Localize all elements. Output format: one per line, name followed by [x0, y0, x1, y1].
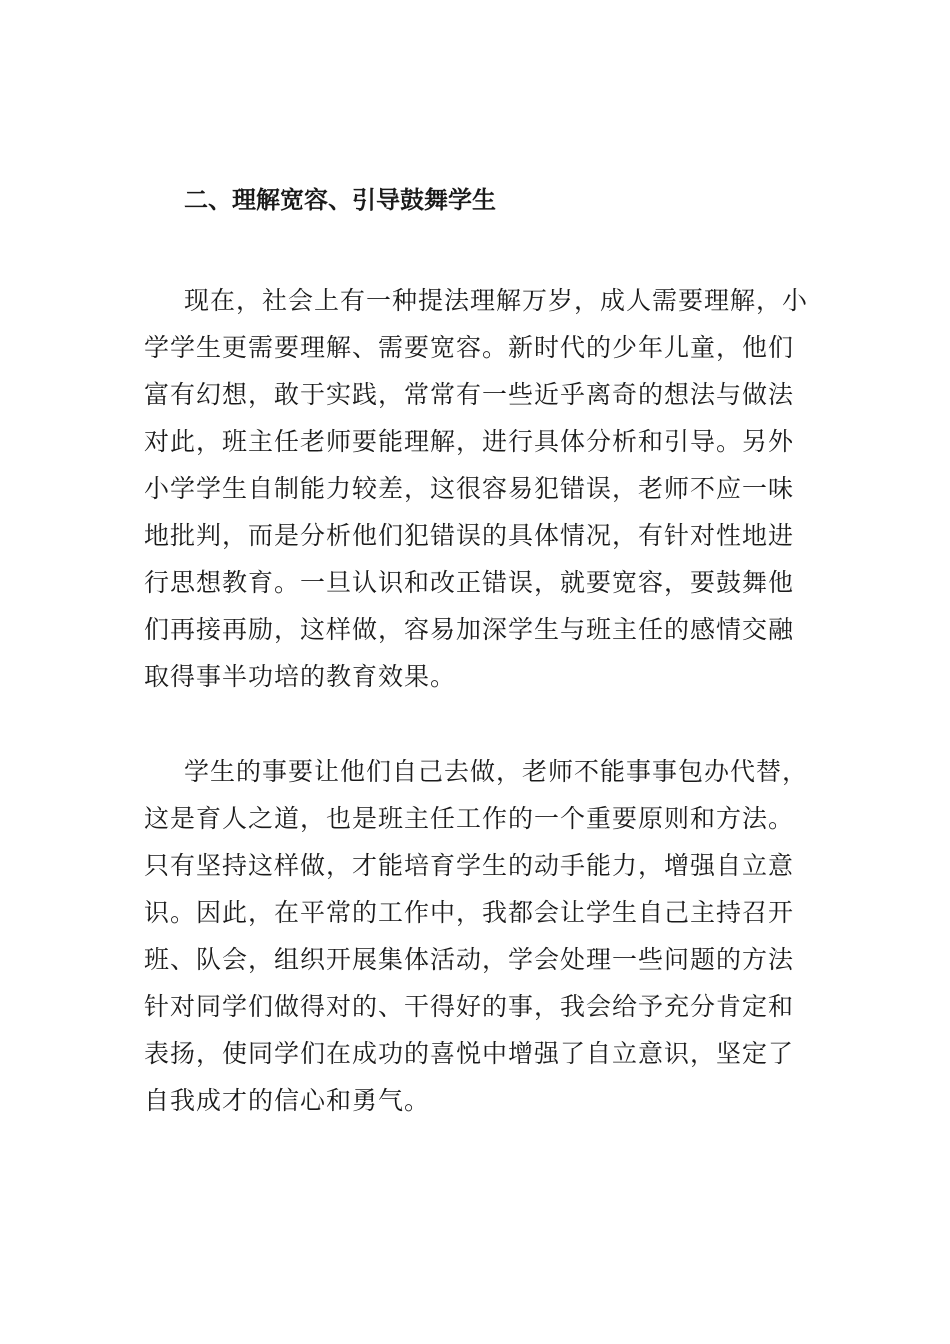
paragraph-line: 学生的事要让他们自己去做，老师不能事事包办代替， [184, 757, 809, 786]
paragraph-line: 们再接再励，这样做，容易加深学生与班主任的感情交融 [144, 615, 795, 644]
paragraph-line: 取得事半功培的教育效果。 [144, 662, 457, 691]
paragraph-line: 表扬，使同学们在成功的喜悦中增强了自立意识，坚定了 [144, 1039, 795, 1068]
paragraph-line: 对此，班主任老师要能理解，进行具体分析和引导。另外 [144, 427, 795, 456]
paragraph-understanding-tolerance [144, 277, 824, 700]
paragraph-line: 现在，社会上有一种提法理解万岁，成人需要理解，小 [184, 286, 809, 315]
paragraph-line: 地批判，而是分析他们犯错误的具体情况，有针对性地进 [144, 521, 795, 550]
paragraph-line: 学学生更需要理解、需要宽容。新时代的少年儿童，他们 [144, 333, 795, 362]
paragraph-line: 针对同学们做得对的、干得好的事，我会给予充分肯定和 [144, 992, 795, 1021]
paragraph-line: 班、队会，组织开展集体活动，学会处理一些问题的方法 [144, 945, 795, 974]
paragraph-line: 行思想教育。一旦认识和改正错误，就要宽容，要鼓舞他 [144, 568, 795, 597]
paragraph-line: 小学学生自制能力较差，这很容易犯错误，老师不应一味 [144, 474, 795, 503]
paragraph-student-independence [144, 748, 824, 1124]
paragraph-line: 这是育人之道，也是班主任工作的一个重要原则和方法。 [144, 804, 795, 833]
paragraph-line: 富有幻想，敢于实践，常常有一些近乎离奇的想法与做法 [144, 380, 795, 409]
paragraph-line: 只有坚持这样做，才能培育学生的动手能力，增强自立意 [144, 851, 795, 880]
paragraph-line: 自我成才的信心和勇气。 [144, 1086, 431, 1115]
paragraph-line: 识。因此，在平常的工作中，我都会让学生自己主持召开 [144, 898, 795, 927]
section-heading: 二、理解宽容、引导鼓舞学生 [184, 185, 496, 214]
